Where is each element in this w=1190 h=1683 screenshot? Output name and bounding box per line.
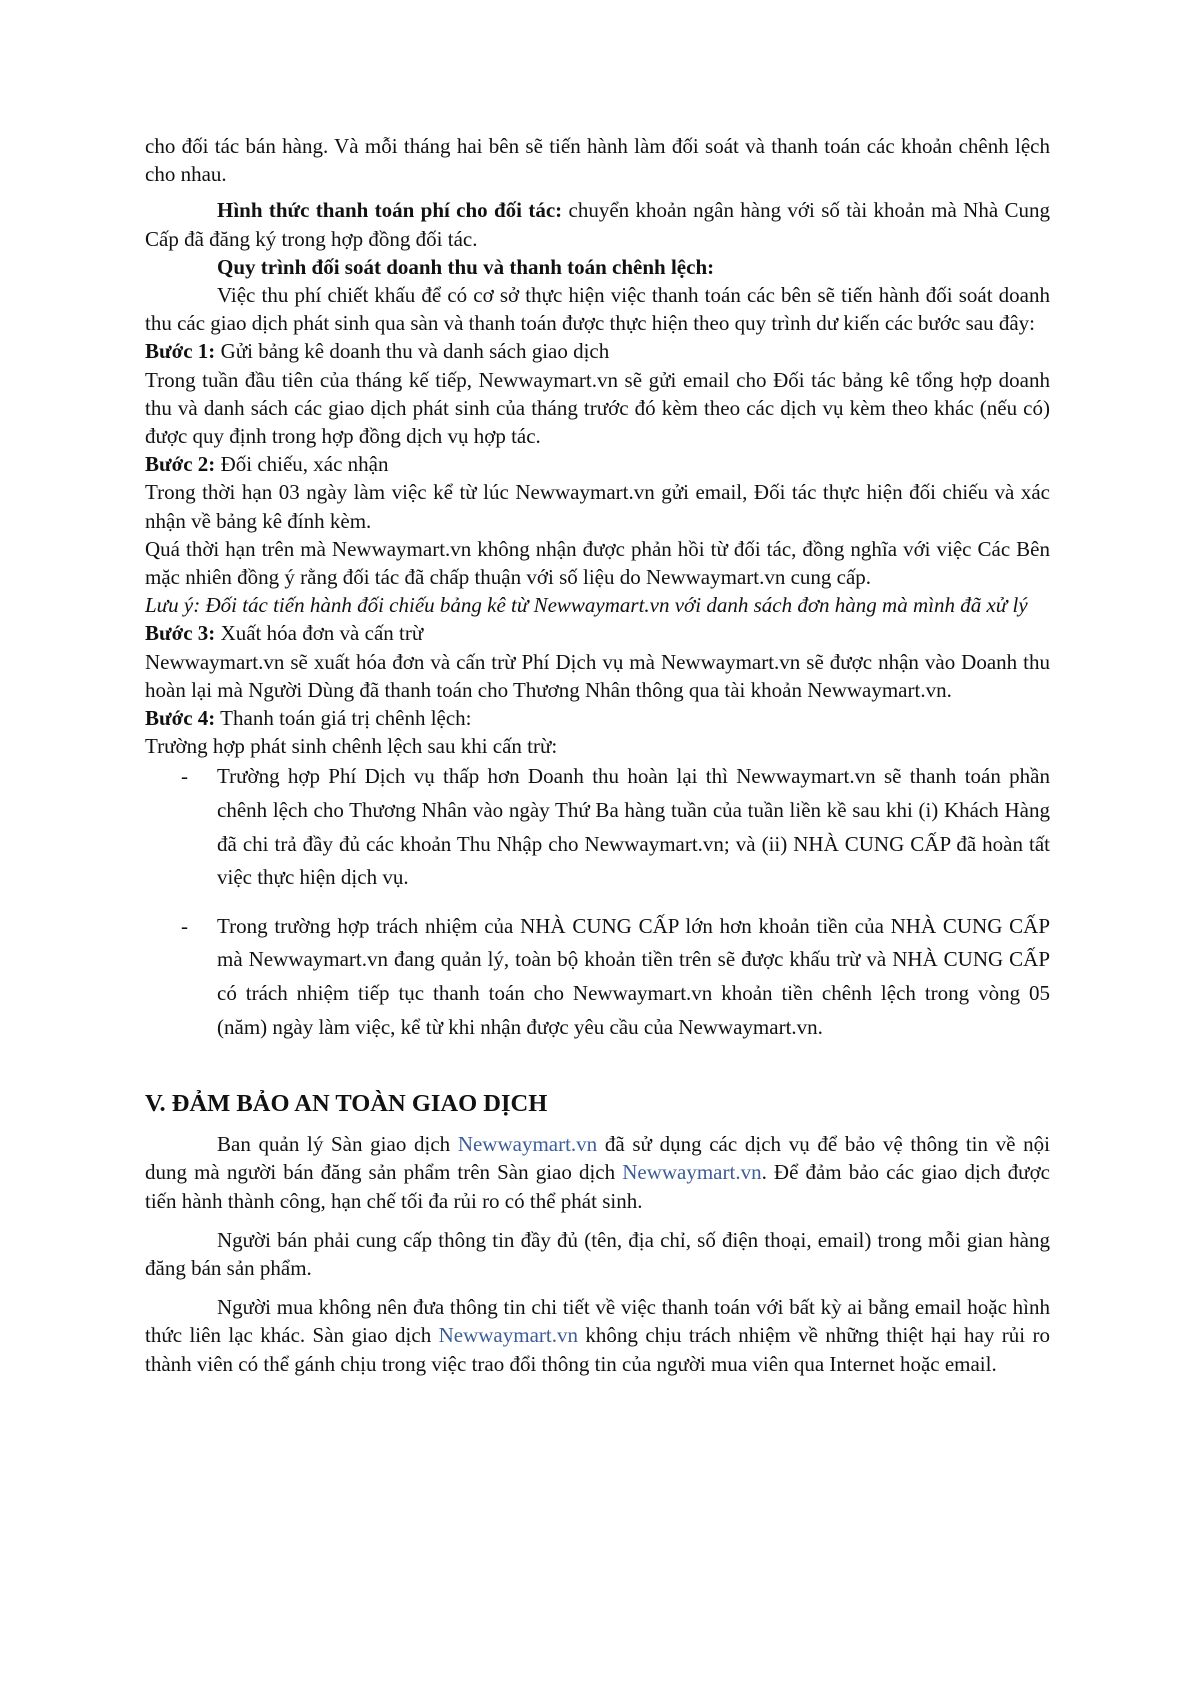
step2-title: Bước 2: Đối chiếu, xác nhận <box>145 452 389 477</box>
document-page <box>145 132 1050 1378</box>
step1-label: Bước 1: <box>145 339 216 364</box>
section-heading: V. ĐẢM BẢO AN TOÀN GIAO DỊCH <box>145 1090 548 1118</box>
section5-paragraph-1: Ban quản lý Sàn giao dịch Newwaymart.vn đã sử dụng các dịch vụ để bảo vệ thông tin về nội dung mà người bán đăng sản phẩm trên Sàn giao dịch Newwaymart.vn. Để đảm bảo các giao dịch được tiến hành thành công, hạn chế tối đa rủi ro có thể phát sinh. <box>145 1132 1050 1213</box>
step4-body: Trường hợp phát sinh chênh lệch sau khi cấn trừ: <box>145 734 558 759</box>
step2-body-2: Quá thời hạn trên mà Newwaymart.vn không nhận được phản hồi từ đối tác, đồng nghĩa với việc Các Bên mặc nhiên đồng ý rằng đối tác đã chấp thuận với số liệu do Newwaymart.vn cung cấp. <box>145 536 1050 590</box>
newwaymart-link[interactable]: Newwaymart.vn <box>438 1323 578 1348</box>
step2-body-1: Trong thời hạn 03 ngày làm việc kể từ lúc Newwaymart.vn gửi email, Đối tác thực hiện đối chiếu và xác nhận về bảng kê đính kèm. <box>145 480 1050 533</box>
step3-label: Bước 3: <box>145 621 216 646</box>
newwaymart-link[interactable]: Newwaymart.vn <box>457 1132 598 1157</box>
payment-method-text: chuyển khoản ngân hàng với số tài khoản mà Nhà Cung Cấp đã đăng ký trong hợp đồng đối tác. <box>145 198 1050 251</box>
step1-body: Trong tuần đầu tiên của tháng kế tiếp, Newwaymart.vn sẽ gửi email cho Đối tác bảng kê tổng hợp doanh thu và danh sách các giao dịch phát sinh của tháng trước đó kèm theo các dịch vụ kèm theo khác (nếu có) được quy định trong hợp đồng dịch vụ hợp tác. <box>145 367 1050 449</box>
list-item: - Trong trường hợp trách nhiệm của NHÀ CUNG CẤP lớn hơn khoản tiền của NHÀ CUNG CẤP mà Newwaymart.vn đang quản lý, toàn bộ khoản tiền trên sẽ được khấu trừ và NHÀ CUNG CẤP có trách nhiệm tiếp tục thanh toán cho Newwaymart.vn khoản tiền chênh lệch trong vòng 05 (năm) ngày làm việc, kể từ khi nhận được yêu cầu của Newwaymart.vn. <box>145 910 1050 1044</box>
newwaymart-link[interactable]: Newwaymart.vn <box>622 1160 762 1185</box>
reconciliation-intro: Việc thu phí chiết khấu để có cơ sở thực hiện việc thanh toán các bên sẽ tiến hành đối soát doanh thu các giao dịch phát sinh qua sàn và thanh toán được thực hiện theo quy trình dư kiến các bước sau đây: <box>145 283 1050 336</box>
list-item: - Trường hợp Phí Dịch vụ thấp hơn Doanh thu hoàn lại thì Newwaymart.vn sẽ thanh toán phần chênh lệch cho Thương Nhân vào ngày Thứ Ba hàng tuần của tuần liền kề sau khi (i) Khách Hàng đã chi trả đầy đủ các khoản Thu Nhập cho Newwaymart.vn; và (ii) NHÀ CUNG CẤP đã hoàn tất việc thực hiện dịch vụ. <box>145 760 1050 894</box>
step2-label: Bước 2: <box>145 452 216 477</box>
payment-method-paragraph <box>145 196 1050 252</box>
bullet-dash: - <box>181 764 188 789</box>
payment-method-label: Hình thức thanh toán phí cho đối tác: <box>217 198 563 223</box>
step3-title: Bước 3: Xuất hóa đơn và cấn trừ <box>145 621 424 646</box>
section5-paragraph-3: Người mua không nên đưa thông tin chi tiết về việc thanh toán với bất kỳ ai bằng email hoặc hình thức liên lạc khác. Sàn giao dịch Newwaymart.vn không chịu trách nhiệm về những thiệt hại hay rủi ro thành viên có thể gánh chịu trong việc trao đổi thông tin của người mua viên qua Internet hoặc email. <box>145 1295 1050 1376</box>
step2-note: Lưu ý: Đối tác tiến hành đối chiếu bảng kê từ Newwaymart.vn với danh sách đơn hàng mà mình đã xử lý <box>145 593 1028 618</box>
step3-body: Newwaymart.vn sẽ xuất hóa đơn và cấn trừ Phí Dịch vụ mà Newwaymart.vn sẽ được nhận vào Doanh thu hoàn lại mà Người Dùng đã thanh toán cho Thương Nhân thông qua tài khoản Newwaymart.vn. <box>145 649 1050 702</box>
step1-title: Bước 1: Gửi bảng kê doanh thu và danh sách giao dịch <box>145 339 610 364</box>
bullet-dash: - <box>181 913 188 938</box>
step4-title: Bước 4: Thanh toán giá trị chênh lệch: <box>145 706 472 731</box>
step4-label: Bước 4: <box>145 706 216 731</box>
paragraph-continuation: cho đối tác bán hàng. Và mỗi tháng hai bên sẽ tiến hành làm đối soát và thanh toán các khoản chênh lệch cho nhau. <box>145 134 1050 187</box>
section5-paragraph-2: Người bán phải cung cấp thông tin đầy đủ (tên, địa chỉ, số điện thoại, email) trong mỗi gian hàng đăng bán sản phẩm. <box>145 1227 1050 1281</box>
reconciliation-heading: Quy trình đối soát doanh thu và thanh toán chênh lệch: <box>217 254 715 279</box>
